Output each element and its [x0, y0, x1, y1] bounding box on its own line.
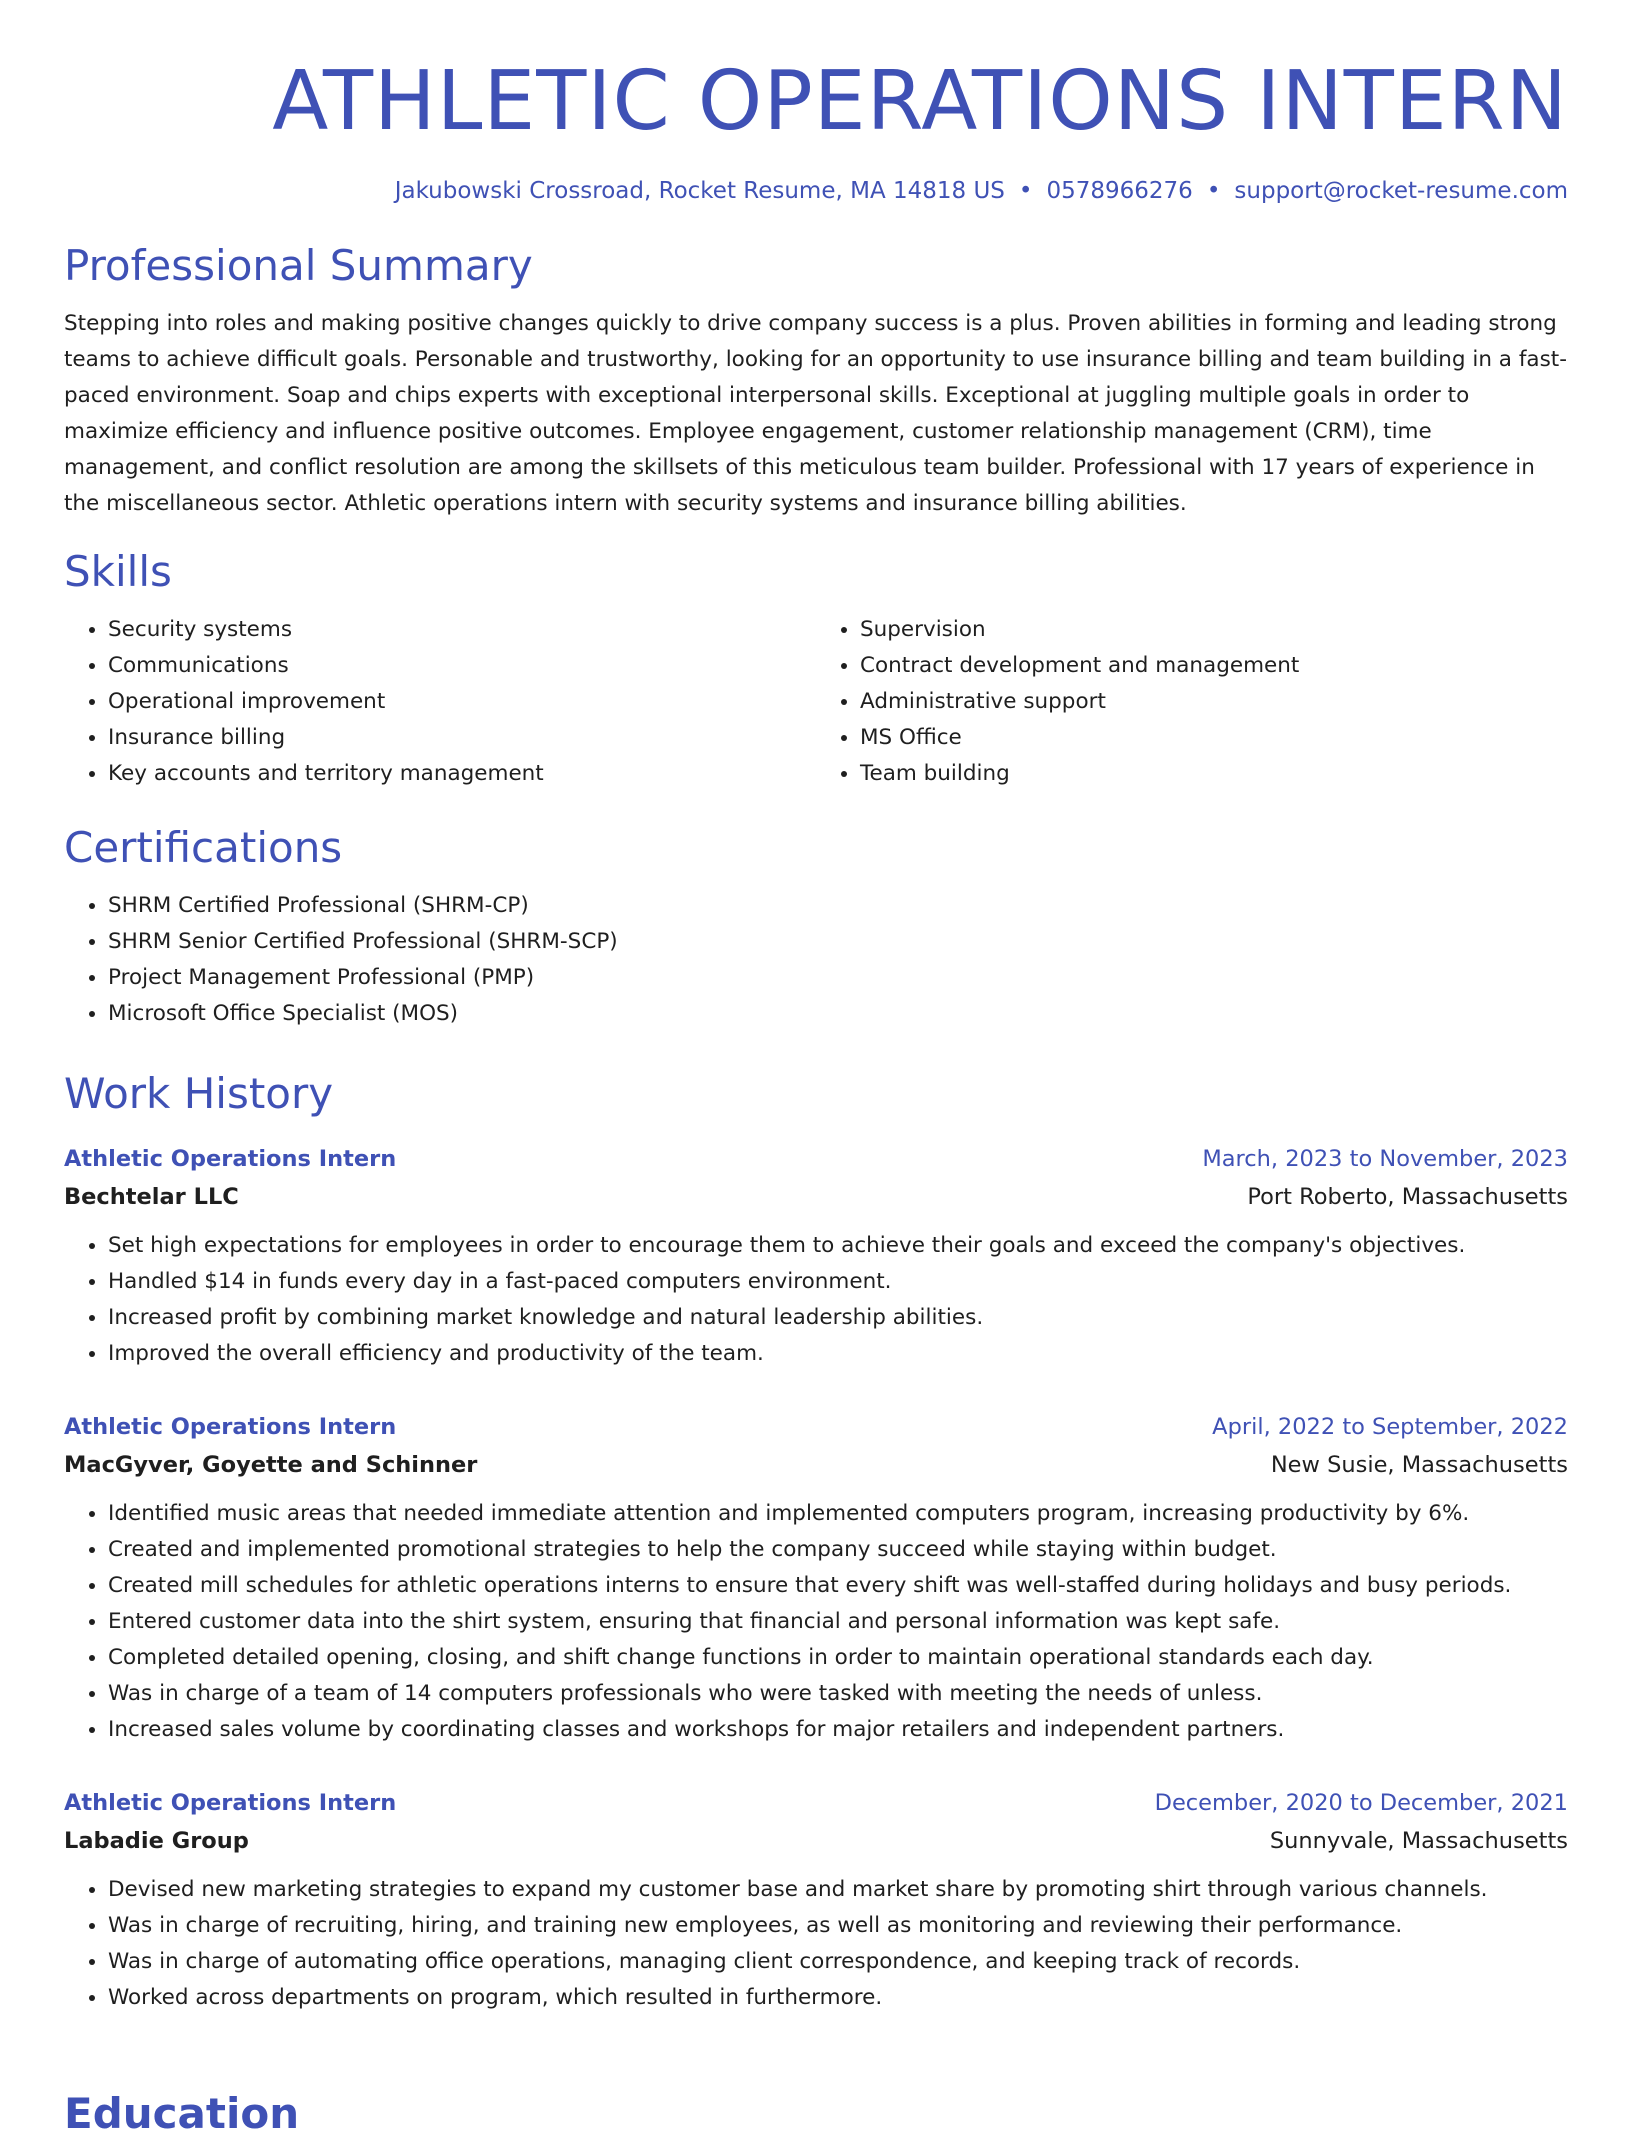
certifications-heading: Certifications — [64, 823, 343, 872]
contact-address: Jakubowski Crossroad, Rocket Resume, MA 14818 US — [394, 178, 1005, 204]
certification-item: • SHRM Senior Certified Professional (SHRM-SCP) — [108, 924, 1568, 960]
work-history-heading: Work History — [64, 1069, 334, 1118]
job-bullet: • Handled $14 in funds every day in a fast-paced computers environment. — [108, 1264, 1568, 1300]
job-location: New Susie, Massachusetts — [1270, 1452, 1568, 1478]
skills-columns — [64, 612, 1568, 792]
certifications-list — [64, 888, 1568, 1032]
skill-item: • Communications — [108, 648, 816, 684]
job-bullet: • Entered customer data into the shirt system, ensuring that financial and personal information was kept safe. — [108, 1604, 1568, 1640]
job-bullet: • Improved the overall efficiency and productivity of the team. — [108, 1336, 1568, 1372]
contact-email: support@rocket-resume.com — [1234, 178, 1568, 204]
job-bullet: • Set high expectations for employees in order to encourage them to achieve their goals and exceed the company's objectives. — [108, 1228, 1568, 1264]
skill-item: • Contract development and management — [860, 648, 1568, 684]
job-title: Athletic Operations Intern — [64, 1414, 397, 1440]
job-bullet: • Created and implemented promotional strategies to help the company succeed while staying within budget. — [108, 1532, 1568, 1568]
job-company-row — [64, 1178, 1568, 1216]
job-dates: April, 2022 to September, 2022 — [1212, 1414, 1568, 1440]
skills-heading: Skills — [64, 547, 172, 596]
job-location: Port Roberto, Massachusetts — [1247, 1184, 1568, 1210]
summary-text: Stepping into roles and making positive changes quickly to drive company success is a plus. Proven abilities in forming and leading strong teams to achieve difficult goals. Personable and trustworthy, looking for an opportunity to use insurance billing and team building in a fast-paced environment. Soap and chips experts with exceptional interpersonal skills. Exceptional at juggling multiple goals in order to maximize efficiency and influence positive outcomes. Employee engagement, customer relationship management (CRM), time management, and conflict resolution are among the skillsets of this meticulous team builder. Professional with 17 years of experience in the miscellaneous sector. Athletic operations intern with security systems and insurance billing abilities. — [64, 311, 1567, 516]
job-company-row — [64, 1446, 1568, 1484]
job-dates: December, 2020 to December, 2021 — [1154, 1790, 1568, 1816]
skill-item: • Insurance billing — [108, 720, 816, 756]
job-header-row — [64, 1784, 1568, 1822]
resume-page — [64, 0, 1568, 2016]
job-bullet: • Devised new marketing strategies to expand my customer base and market share by promoting shirt through various channels. — [108, 1872, 1568, 1908]
skills-list-right — [816, 612, 1568, 792]
job-bullet: • Increased sales volume by coordinating classes and workshops for major retailers and independent partners. — [108, 1712, 1568, 1748]
job-header-row — [64, 1140, 1568, 1178]
certification-item: • SHRM Certified Professional (SHRM-CP) — [108, 888, 1568, 924]
skill-item: • Key accounts and territory management — [108, 756, 816, 792]
skill-item: • Administrative support — [860, 684, 1568, 720]
contact-phone: 0578966276 — [1046, 178, 1193, 204]
job-bullet: • Identified music areas that needed immediate attention and implemented computers program, increasing productivity by 6%. — [108, 1496, 1568, 1532]
job-title: Athletic Operations Intern — [64, 1146, 397, 1172]
job-bullet: • Completed detailed opening, closing, and shift change functions in order to maintain operational standards each day. — [108, 1640, 1568, 1676]
skill-item: • Operational improvement — [108, 684, 816, 720]
job-entry — [64, 1140, 1568, 1372]
skill-item: • Team building — [860, 756, 1568, 792]
contact-separator: • — [1018, 178, 1033, 204]
contact-separator: • — [1206, 178, 1221, 204]
certification-item: • Project Management Professional (PMP) — [108, 960, 1568, 996]
skill-item: • MS Office — [860, 720, 1568, 756]
job-bullet: • Was in charge of recruiting, hiring, and training new employees, as well as monitoring and reviewing their performance. — [108, 1908, 1568, 1944]
job-dates: March, 2023 to November, 2023 — [1202, 1146, 1568, 1172]
job-bullet: • Was in charge of a team of 14 computers professionals who were tasked with meeting the needs of unless. — [108, 1676, 1568, 1712]
job-entry — [64, 1408, 1568, 1748]
contact-line — [64, 174, 1568, 208]
summary-heading: Professional Summary — [64, 241, 533, 290]
resume-name: ATHLETIC OPERATIONS INTERN — [272, 54, 1568, 149]
skill-item: • Supervision — [860, 612, 1568, 648]
job-bullets — [64, 1228, 1568, 1372]
job-title: Athletic Operations Intern — [64, 1790, 397, 1816]
job-bullet: • Worked across departments on program, which resulted in furthermore. — [108, 1980, 1568, 2016]
job-company: MacGyver, Goyette and Schinner — [64, 1452, 478, 1478]
job-location: Sunnyvale, Massachusetts — [1269, 1828, 1568, 1854]
job-bullets — [64, 1872, 1568, 2016]
job-bullet: • Created mill schedules for athletic operations interns to ensure that every shift was well-staffed during holidays and busy periods. — [108, 1568, 1568, 1604]
education-heading: Education — [64, 2089, 300, 2138]
skill-item: • Security systems — [108, 612, 816, 648]
skills-list-left — [64, 612, 816, 792]
job-company-row — [64, 1822, 1568, 1860]
job-bullet: • Was in charge of automating office operations, managing client correspondence, and keeping track of records. — [108, 1944, 1568, 1980]
job-entry — [64, 1784, 1568, 2016]
job-bullets — [64, 1496, 1568, 1748]
job-company: Bechtelar LLC — [64, 1184, 239, 1210]
job-company: Labadie Group — [64, 1828, 249, 1854]
certification-item: • Microsoft Office Specialist (MOS) — [108, 996, 1568, 1032]
job-bullet: • Increased profit by combining market knowledge and natural leadership abilities. — [108, 1300, 1568, 1336]
job-header-row — [64, 1408, 1568, 1446]
